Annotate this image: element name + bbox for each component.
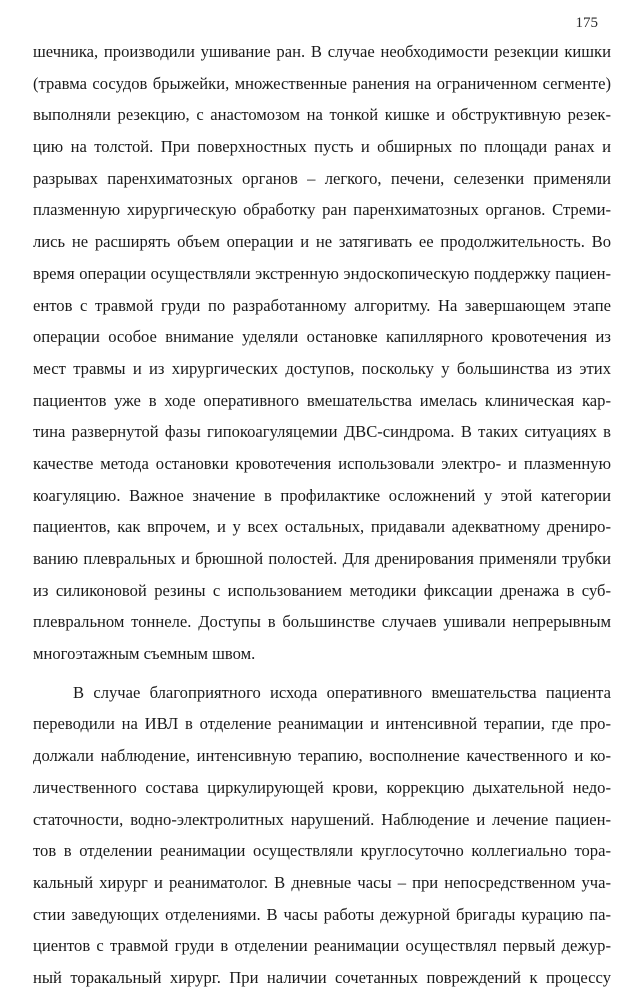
text-line: многоэтажным съемным швом. bbox=[33, 644, 256, 664]
text-line: тов в отделении реанимации осуществляли круглосуточно коллегиально тора- bbox=[33, 841, 611, 861]
text-line: тина развернутой фазы гипокоагуляцемии ДВС-синдрома. В таких ситуациях в bbox=[33, 422, 611, 442]
text-line: разрывах паренхиматозных органов – легкого, печени, селезенки применяли bbox=[33, 168, 611, 188]
text-line: переводили на ИВЛ в отделение реанимации и интенсивной терапии, где про- bbox=[33, 714, 611, 734]
text-line: время операции осуществляли экстренную эндоскопическую поддержку пациен- bbox=[33, 263, 611, 283]
text-line: стии заведующих отделениями. В часы работы дежурной бригады курацию па- bbox=[33, 904, 611, 924]
text-line: кальный хирург и реаниматолог. В дневные часы – при непосредственном уча- bbox=[33, 872, 611, 892]
text-line: плевральном тоннеле. Доступы в большинстве случаев ушивали непрерывным bbox=[33, 612, 611, 632]
text-line: пациентов уже в ходе оперативного вмешательства имелась клиническая кар- bbox=[33, 390, 611, 410]
text-line: из силиконовой резины с использованием методики фиксации дренажа в суб- bbox=[33, 580, 611, 600]
text-line: лись не расширять объем операции и не затягивать ее продолжительность. Во bbox=[33, 232, 611, 252]
text-line: ентов с травмой груди по разработанному алгоритму. На завершающем этапе bbox=[33, 295, 611, 315]
paragraph-2 bbox=[33, 677, 611, 994]
text-line: циентов с травмой груди в отделении реанимации осуществлял первый дежур- bbox=[33, 936, 611, 956]
text-line: (травма сосудов брыжейки, множественные ранения на ограниченном сегменте) bbox=[33, 73, 611, 93]
text-line: цию на толстой. При поверхностных пусть и обширных по площади ранах и bbox=[33, 137, 611, 157]
text-line: личественного состава циркулирующей крови, коррекцию дыхательной недо- bbox=[33, 777, 611, 797]
paragraph-1 bbox=[33, 36, 611, 670]
text-line: операции особое внимание уделяли остановке капиллярного кровотечения из bbox=[33, 327, 611, 347]
text-line: ный торакальный хирург. При наличии сочетанных повреждений к процессу bbox=[33, 967, 611, 987]
text-line: пациентов, как впрочем, и у всех остальных, придавали адекватному дрениро- bbox=[33, 517, 611, 537]
text-line: плазменную хирургическую обработку ран паренхиматозных органов. Стреми- bbox=[33, 200, 611, 220]
text-line: шечника, производили ушивание ран. В случае необходимости резекции кишки bbox=[33, 42, 611, 61]
text-line: выполняли резекцию, с анастомозом на тонкой кишке и обструктивную резек- bbox=[33, 105, 611, 125]
text-line: В случае благоприятного исхода оперативного вмешательства пациента bbox=[73, 682, 611, 702]
text-line: ванию плевральных и брюшной полостей. Для дренирования применяли трубки bbox=[33, 549, 611, 568]
text-line: качестве метода остановки кровотечения использовали электро- и плазменную bbox=[33, 453, 611, 473]
paragraph-spacer bbox=[33, 670, 611, 677]
page-number: 175 bbox=[575, 15, 598, 31]
text-line: мест травмы и из хирургических доступов, поскольку у большинства из этих bbox=[33, 358, 611, 378]
text-line: коагуляцию. Важное значение в профилактике осложнений у этой категории bbox=[33, 485, 611, 505]
text-line: должали наблюдение, интенсивную терапию, восполнение качественного и ко- bbox=[33, 746, 611, 766]
text-line: статочности, водно-электролитных нарушений. Наблюдение и лечение пациен- bbox=[33, 809, 611, 829]
body-text bbox=[33, 36, 611, 994]
